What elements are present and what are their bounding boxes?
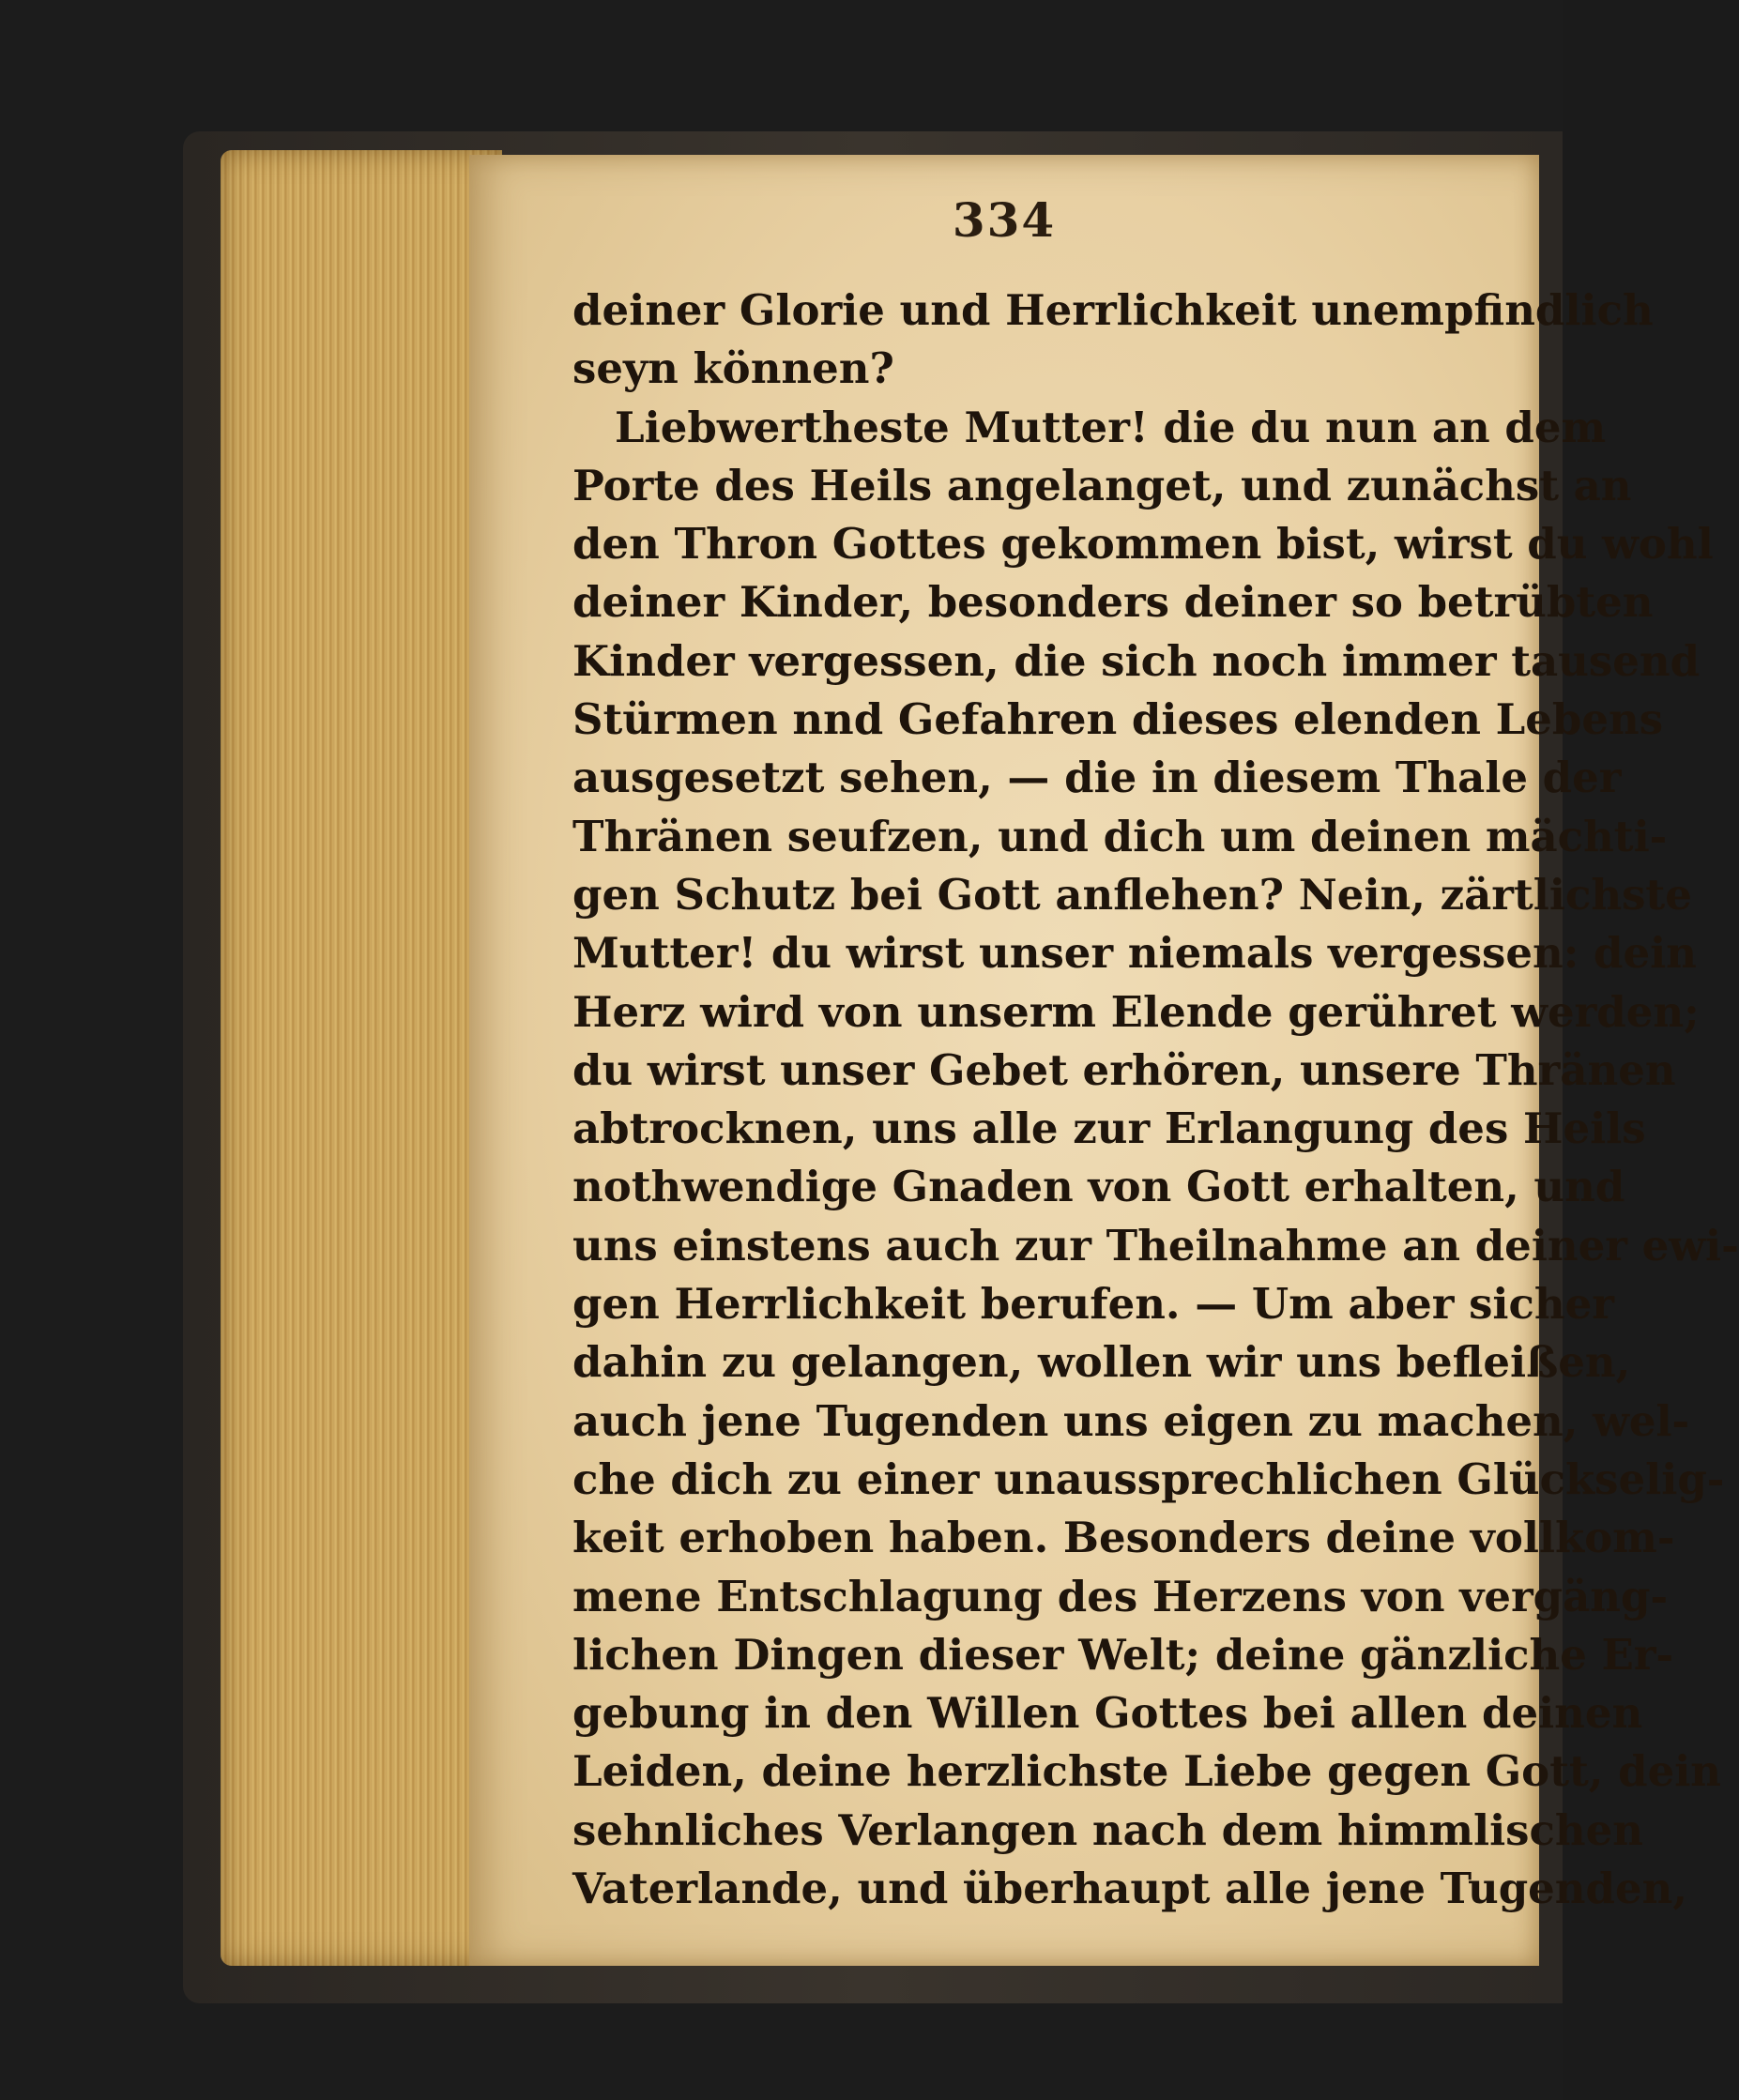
text-line: Mutter! du wirst unser niemals vergessen: dein	[572, 928, 1697, 979]
text-line: Liebwertheste Mutter! die du nun an dem	[615, 402, 1607, 452]
text-line: deiner Glorie und Herrlichkeit unempfindlich	[572, 285, 1654, 335]
text-line: den Thron Gottes gekommen bist, wirst du wohl	[572, 519, 1714, 570]
text-line: Stürmen nnd Gefahren dieses elenden Lebens	[572, 694, 1664, 745]
text-line: Leiden, deine herzlichste Liebe gegen Gott, dein	[572, 1746, 1722, 1797]
text-line: gen Herrlichkeit berufen. — Um aber sicher	[572, 1279, 1614, 1330]
book-page	[469, 155, 1739, 1966]
page-number: 334	[952, 192, 1057, 248]
text-line: Kinder vergessen, die sich noch immer tausend	[572, 635, 1701, 686]
text-line: Porte des Heils angelanget, und zunächst an	[572, 460, 1632, 510]
text-line: lichen Dingen dieser Welt; deine gänzliche Er-	[572, 1629, 1674, 1680]
text-line: uns einstens auch zur Theilnahme an deiner ewi-	[572, 1220, 1739, 1271]
text-line: auch jene Tugenden uns eigen zu machen, wel-	[572, 1395, 1690, 1446]
text-line: ausgesetzt sehen, — die in diesem Thale der	[572, 753, 1622, 803]
text-line: che dich zu einer unaussprechlichen Glückselig-	[572, 1453, 1725, 1504]
text-line: seyn können?	[572, 343, 894, 394]
text-line: Vaterlande, und überhaupt alle jene Tugenden,	[572, 1864, 1687, 1914]
text-line: deiner Kinder, besonders deiner so betrübten	[572, 577, 1654, 628]
text-line: Herz wird von unserm Elende gerühret werden;	[572, 986, 1700, 1037]
text-line: gen Schutz bei Gott anflehen? Nein, zärtlichste	[572, 869, 1692, 920]
page-edges	[221, 150, 502, 1966]
text-line: du wirst unser Gebet erhören, unsere Thränen	[572, 1044, 1676, 1095]
text-line: mene Entschlagung des Herzens von vergäng-	[572, 1571, 1669, 1621]
text-line: nothwendige Gnaden von Gott erhalten, und	[572, 1162, 1625, 1212]
text-line: gebung in den Willen Gottes bei allen deinen	[572, 1688, 1643, 1739]
text-line: dahin zu gelangen, wollen wir uns befleißen,	[572, 1337, 1631, 1388]
text-line: keit erhoben haben. Besonders deine vollkom-	[572, 1513, 1675, 1563]
page-text	[572, 282, 1739, 1918]
text-line: abtrocknen, uns alle zur Erlangung des Heils	[572, 1103, 1646, 1154]
text-line: sehnliches Verlangen nach dem himmlischen	[572, 1804, 1643, 1855]
text-line: Thränen seufzen, und dich um deinen mächti-	[572, 811, 1668, 861]
